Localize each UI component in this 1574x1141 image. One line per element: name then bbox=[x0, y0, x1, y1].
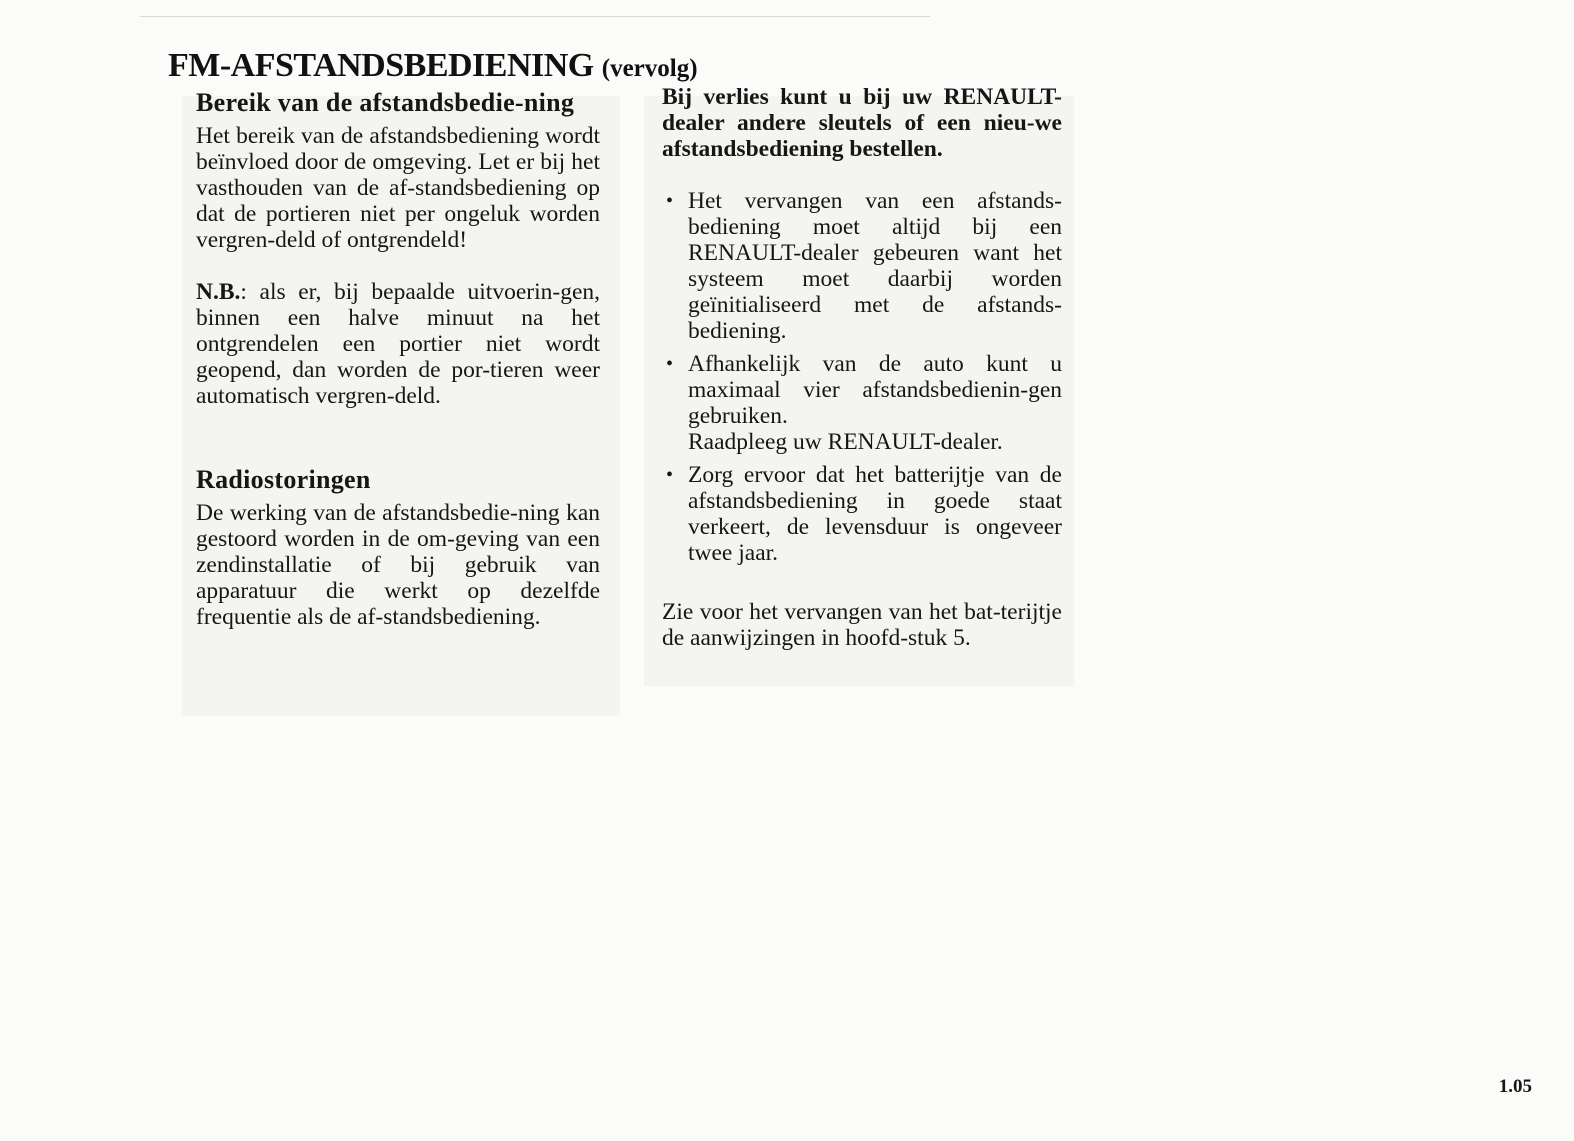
note-label: N.B. bbox=[196, 279, 241, 305]
list-item-text: Het vervangen van een afstands-bediening moet altijd bij een RENAULT-dealer gebeuren want het systeem moet daarbij worden geïnitialiseerd met de afstands-bediening. bbox=[688, 188, 1062, 344]
right-column bbox=[662, 84, 1062, 651]
page-title bbox=[168, 46, 698, 89]
page-title-main: FM-AFSTANDSBEDIENING bbox=[168, 47, 594, 84]
list-item bbox=[662, 188, 1062, 344]
loss-intro: Bij verlies kunt u bij uw RENAULT-dealer andere sleutels of een nieu-we afstandsbediening bestellen. bbox=[662, 84, 1062, 162]
radio-heading: Radiostoringen bbox=[196, 465, 371, 494]
list-item-text: Zorg ervoor dat het batterijtje van de afstandsbediening in goede staat verkeert, de levensduur is ongeveer twee jaar. bbox=[688, 462, 1062, 566]
bullet-icon: • bbox=[666, 190, 674, 212]
bullet-icon: • bbox=[666, 464, 674, 486]
note-text: : als er, bij bepaalde uitvoerin-gen, binnen een halve minuut na het ontgrendelen een portier niet wordt geopend, dan worden de por-tieren weer automatisch vergren-deld. bbox=[196, 279, 600, 409]
bullet-list bbox=[662, 188, 1062, 566]
page-number: 1.05 bbox=[1498, 1076, 1532, 1097]
left-column bbox=[196, 88, 600, 630]
page-title-subtitle: (vervolg) bbox=[601, 55, 698, 82]
list-item bbox=[662, 351, 1062, 455]
closing-text: Zie voor het vervangen van het bat-terijtje de aanwijzingen in hoofd-stuk 5. bbox=[662, 599, 1062, 651]
note-paragraph bbox=[196, 279, 600, 409]
top-rule bbox=[140, 16, 930, 17]
bullet-icon: • bbox=[666, 353, 674, 375]
list-item-text-secondary: Raadpleeg uw RENAULT-dealer. bbox=[688, 429, 1003, 455]
radio-text: De werking van de afstandsbedie-ning kan gestoord worden in de om-geving van een zendinstallatie of bij gebruik van apparatuur die werkt op dezelfde frequentie als de af-standsbediening. bbox=[196, 500, 600, 630]
range-heading: Bereik van de afstandsbedie-ning bbox=[196, 88, 575, 117]
range-text: Het bereik van de afstandsbediening wordt beïnvloed door de omgeving. Let er bij het vasthouden van de af-standsbediening op dat de portieren niet per ongeluk worden vergren-deld of ontgrendeld! bbox=[196, 123, 600, 253]
list-item bbox=[662, 462, 1062, 566]
list-item-text: Afhankelijk van de auto kunt u maximaal vier afstandsbedienin-gen gebruiken. bbox=[688, 351, 1062, 429]
